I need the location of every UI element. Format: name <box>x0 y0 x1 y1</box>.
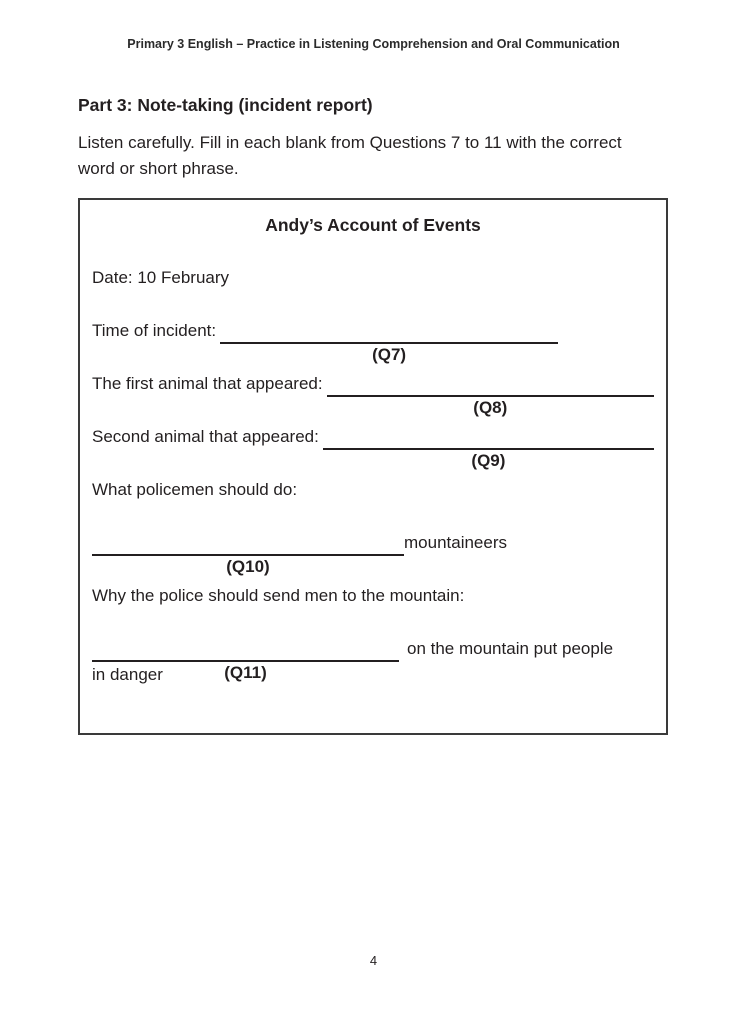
q8-row <box>92 371 654 417</box>
q10-blank <box>92 530 404 576</box>
q8-label: The first animal that appeared: <box>92 374 323 393</box>
instructions-line-1: Listen carefully. Fill in each blank from Questions 7 to 11 with the correct <box>78 133 622 152</box>
q9-row <box>92 424 654 470</box>
q9-label: Second animal that appeared: <box>92 427 319 446</box>
date-line: Date: 10 February <box>92 268 230 287</box>
q11-suffix: on the mountain put people <box>407 639 614 658</box>
q11-tag: (Q11) <box>224 663 267 682</box>
section-title: Part 3: Note-taking (incident report) <box>78 95 373 115</box>
form-title: Andy’s Account of Events <box>265 215 481 235</box>
q10-tag: (Q10) <box>226 557 270 576</box>
q10-row <box>92 530 654 576</box>
q7-tag: (Q7) <box>372 345 407 364</box>
instructions <box>78 130 669 182</box>
q9-blank <box>323 424 654 470</box>
q9-tag: (Q9) <box>471 451 506 470</box>
running-header: Primary 3 English – Practice in Listening Comprehension and Oral Communication <box>127 37 620 51</box>
q11-continuation: in danger <box>92 665 163 684</box>
why-heading: Why the police should send men to the mountain: <box>92 586 465 605</box>
q7-label: Time of incident: <box>92 321 217 340</box>
q8-blank <box>327 371 654 417</box>
page-number: 4 <box>369 953 378 968</box>
q10-suffix: mountaineers <box>404 533 508 552</box>
q7-blank <box>220 318 558 364</box>
incident-report-box <box>78 198 668 735</box>
q7-row <box>92 318 654 364</box>
q8-tag: (Q8) <box>473 398 508 417</box>
policemen-heading: What policemen should do: <box>92 480 298 499</box>
instructions-line-2: word or short phrase. <box>78 159 239 178</box>
